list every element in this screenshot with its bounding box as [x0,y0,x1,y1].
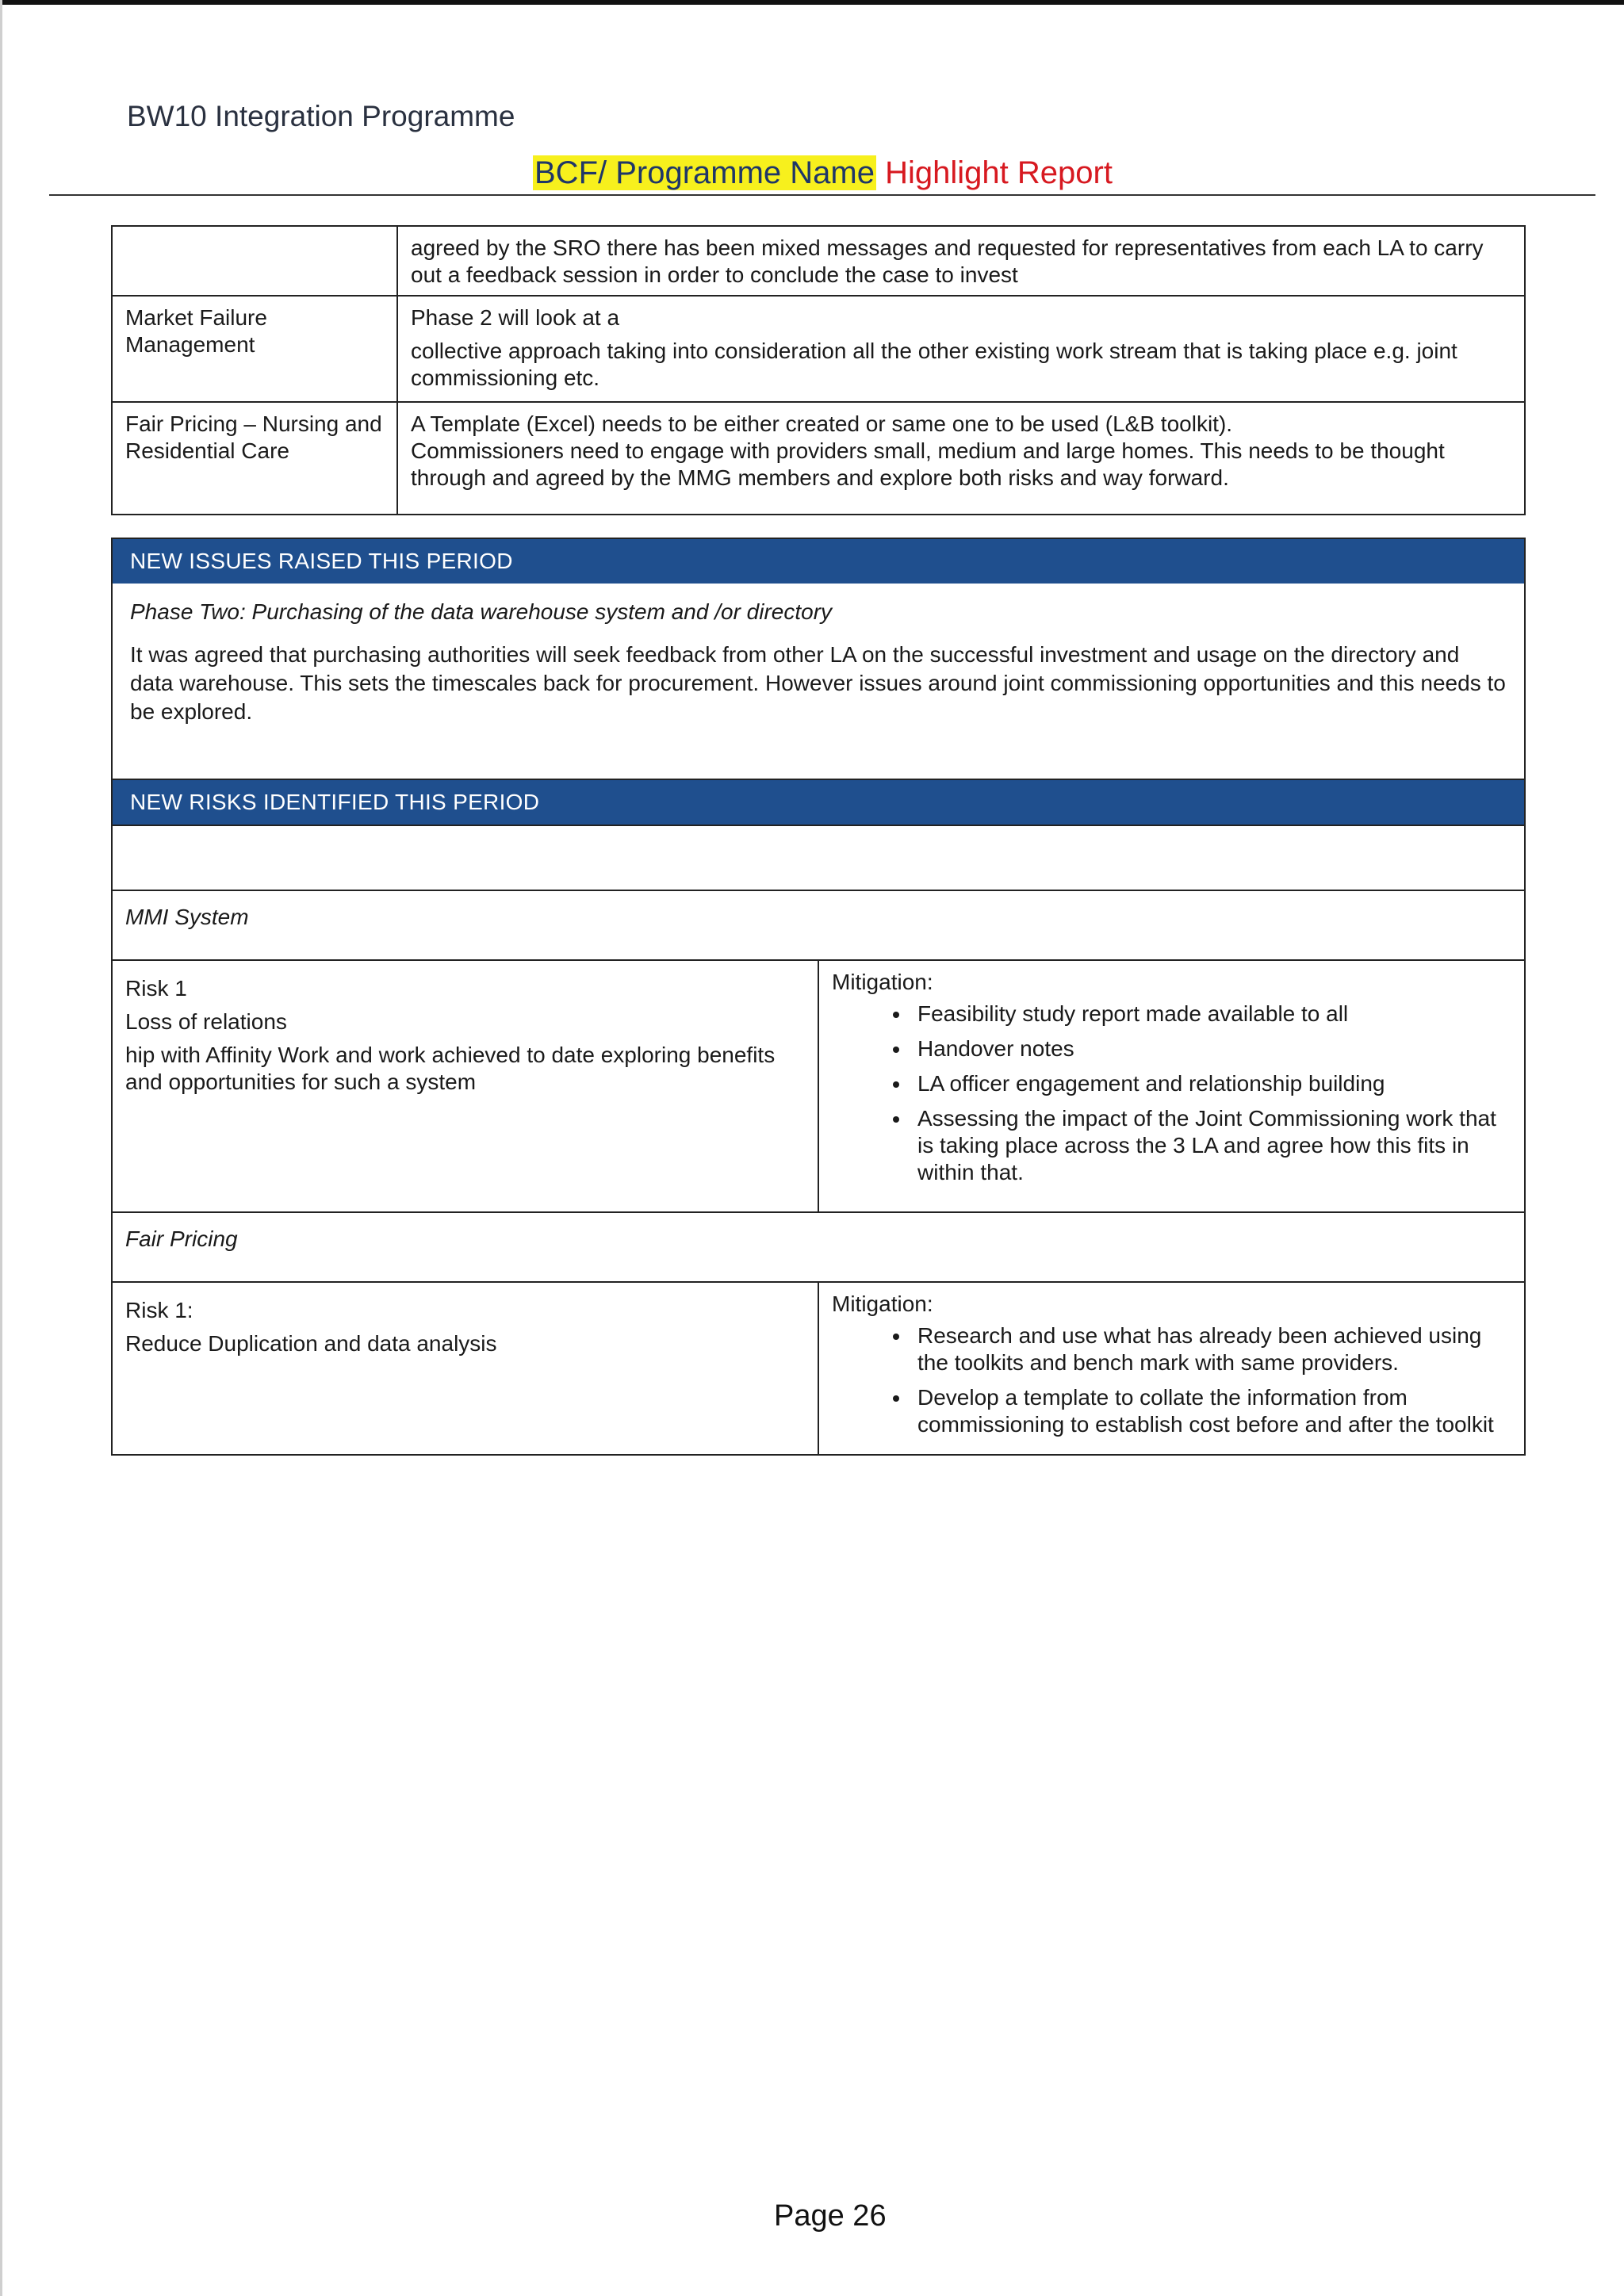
risk-category: MMI System [112,890,1525,960]
table-row [112,1282,1525,1455]
list-item: • Feasibility study report made available to all [911,1001,1511,1027]
mitigation-label: Mitigation: [832,970,933,994]
risk-line: Loss of relations [125,1009,287,1034]
table-row [112,226,1525,296]
list-item: • LA officer engagement and relationship building [911,1070,1511,1097]
list-item: • Assessing the impact of the Joint Commissioning work that is taking place across the 3 LA and agree how this fits in within that. [911,1105,1511,1186]
risk-category: Fair Pricing [112,1212,1525,1282]
risk-line: hip with Affinity Work and work achieved to date exploring benefits and opportunities for such a system [125,1043,776,1094]
table-row [112,960,1525,1212]
programme-title: BW10 Integration Programme [127,100,515,132]
table-row [112,825,1525,890]
table-row [112,296,1525,402]
list-item: • Handover notes [911,1035,1511,1062]
risk-title: Risk 1 [125,976,187,1001]
risk-line: Reduce Duplication and data analysis [125,1331,497,1356]
continuation-table [111,225,1526,515]
mitigation-list [832,1001,1511,1186]
risks-table [111,825,1526,1456]
scan-top-edge [0,0,1624,5]
new-issues-body [113,584,1524,734]
report-title-highlight: BCF/ Programme Name [534,155,875,190]
header-divider [49,194,1595,196]
table-row [112,890,1525,960]
row-text: Phase 2 will look at a [411,305,620,330]
row-label [112,226,397,296]
mitigation-label: Mitigation: [832,1292,933,1316]
scan-left-edge [0,0,2,2296]
risk-cell [112,1282,818,1455]
new-risks-section [111,779,1526,825]
list-item: • Research and use what has already been achieved using the toolkits and bench mark with same providers. [911,1322,1511,1376]
row-text: A Template (Excel) needs to be either created or same one to be used (L&B toolkit). [411,411,1233,436]
page-number: Page 26 [774,2199,887,2233]
table-row [112,1212,1525,1282]
row-text: agreed by the SRO there has been mixed messages and requested for representatives from each LA to carry out a feedback session in order to conclude the case to invest [411,235,1484,287]
row-label: Fair Pricing – Nursing and Residential Care [112,402,397,515]
list-item: • Develop a template to collate the information from commissioning to establish cost before and after the toolkit [911,1384,1511,1438]
new-risks-heading: NEW RISKS IDENTIFIED THIS PERIOD [113,780,1524,825]
row-label: Market Failure Management [112,296,397,402]
new-issues-text: It was agreed that purchasing authorities will seek feedback from other LA on the successful investment and usage on the directory and data warehouse. This sets the timescales back for procurement. However issues around joint commissioning opportunities and this needs to be explored. [130,642,1506,724]
report-title-rest: Highlight Report [885,155,1113,190]
mitigation-cell [818,1282,1525,1455]
mitigation-cell [818,960,1525,1212]
row-content [397,296,1525,402]
new-issues-subtitle: Phase Two: Purchasing of the data warehouse system and /or directory [130,599,833,624]
risk-title: Risk 1: [125,1298,193,1322]
empty-cell [112,825,1525,890]
row-text: Commissioners need to engage with providers small, medium and large homes. This needs to be thought through and agreed by the MMG members and explore both risks and way forward. [411,438,1445,490]
row-content [397,402,1525,515]
table-row [112,402,1525,515]
row-text: collective approach taking into consideration all the other existing work stream that is taking place e.g. joint commissioning etc. [411,339,1457,390]
row-content [397,226,1525,296]
mitigation-list [832,1322,1511,1438]
risk-cell [112,960,818,1212]
new-issues-section [111,538,1526,780]
report-title [533,155,1113,191]
new-issues-heading: NEW ISSUES RAISED THIS PERIOD [113,539,1524,584]
